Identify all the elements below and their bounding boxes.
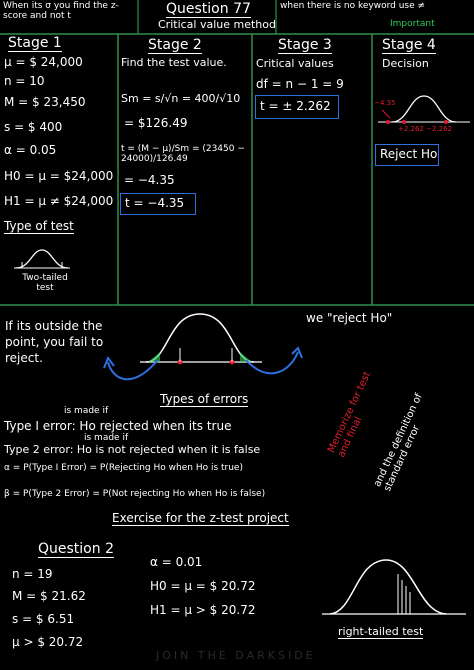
- q2-right-line: α = 0.01: [150, 555, 203, 569]
- right-tailed-curve-icon: [330, 560, 446, 614]
- type-of-test-label: Type of test: [4, 219, 74, 233]
- left-mark: −4.35: [374, 99, 396, 107]
- stage4-subtitle: Decision: [382, 57, 429, 70]
- alpha-definition: α = P(Type I Error) = P(Rejecting Ho when Ho is true): [4, 463, 243, 473]
- t-result: t = −4.35: [125, 196, 185, 210]
- stage1-title: Stage 1: [8, 35, 62, 51]
- right-tailed-label: right-tailed test: [338, 625, 424, 638]
- df-value: df = n − 1 = 9: [256, 77, 344, 91]
- q2-left-line: s = $ 6.51: [12, 612, 75, 626]
- t-crit-box: [255, 95, 339, 119]
- question-title: Question 77: [166, 1, 251, 17]
- decision-label: Reject Ho: [380, 147, 438, 161]
- stage1-line: H0 = μ = $24,000: [4, 169, 114, 183]
- decision-box: [375, 144, 439, 166]
- sigma-note: When its σ you find the z-score and not t: [3, 1, 119, 21]
- made-if-2: is made if: [84, 433, 129, 443]
- q2-left-line: μ > $ 20.72: [12, 635, 84, 649]
- rejection-curve-icon: [146, 314, 254, 362]
- t-crit: t = ± 2.262: [260, 99, 331, 113]
- question2-title: Question 2: [38, 541, 114, 557]
- decision-curve-icon: [392, 96, 456, 122]
- q2-right-line: H1 = μ > $ 20.72: [150, 603, 256, 617]
- beta-definition: β = P(Type 2 Error) = P(Not rejecting Ho when Ho is false): [4, 489, 266, 499]
- definition-note: and the definition of standard error: [372, 392, 425, 494]
- two-tailed-curve-icon: [16, 250, 68, 268]
- stage2-title: Stage 2: [148, 37, 202, 53]
- t-value: = −4.35: [124, 173, 175, 187]
- reject-ho-note: we "reject Ho": [306, 311, 393, 325]
- q2-left-line: n = 19: [12, 567, 53, 581]
- stage1-line: M = $ 23,450: [4, 95, 86, 109]
- stage1-line: H1 = μ ≠ $24,000: [4, 194, 114, 208]
- t-formula: t = (M − μ)/Sm = (23450 − 24000)/126.49: [121, 144, 245, 164]
- memorize-note: Memorize for test and final: [326, 370, 374, 460]
- stage1-line: α = 0.05: [4, 143, 57, 157]
- sm-value: = $126.49: [124, 116, 188, 130]
- made-if-1: is made if: [64, 406, 109, 416]
- crit-marks: +2.262 −2.262: [398, 125, 453, 133]
- exercise-title: Exercise for the z-test project: [112, 511, 289, 525]
- keyword-note: when there is no keyword use ≠: [280, 1, 426, 11]
- important-label: Important: [390, 19, 435, 29]
- stage4-title: Stage 4: [382, 37, 436, 53]
- t-result-box: [120, 193, 196, 215]
- stage1-line: μ = $ 24,000: [4, 55, 83, 69]
- type1-error: Type I error: Ho rejected when its true: [4, 419, 232, 433]
- types-of-errors-title: Types of errors: [160, 392, 249, 406]
- stage1-line: s = $ 400: [4, 120, 63, 134]
- stage3-subtitle: Critical values: [256, 57, 334, 70]
- watermark: JOIN THE DARKSIDE: [156, 649, 316, 662]
- type2-error: Type 2 error: Ho is not rejected when it is false: [4, 443, 261, 456]
- fail-to-reject-note: If its outside the point, you fail to reject.: [5, 319, 104, 366]
- stage2-intro: Find the test value.: [121, 56, 227, 69]
- q2-left-line: M = $ 21.62: [12, 589, 86, 603]
- stage3-title: Stage 3: [278, 37, 332, 53]
- q2-right-line: H0 = μ = $ 20.72: [150, 579, 256, 593]
- method-label: Critical value method: [158, 18, 276, 31]
- stage1-line: n = 10: [4, 74, 45, 88]
- sm-formula: Sm = s/√n = 400/√10: [121, 92, 241, 105]
- two-tailed-label: Two-tailed test: [22, 273, 68, 293]
